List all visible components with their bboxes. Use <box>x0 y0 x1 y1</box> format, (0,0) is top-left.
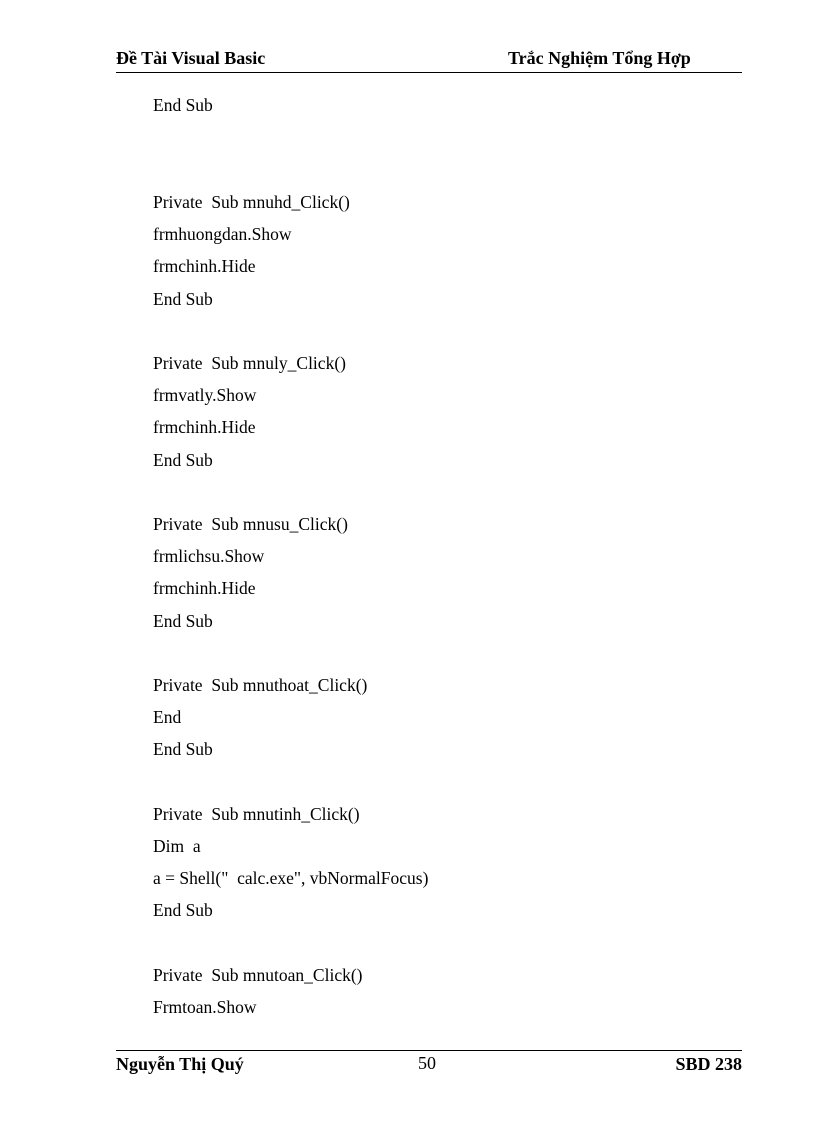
code-line: End Sub <box>153 289 213 309</box>
code-line: End Sub <box>153 900 213 920</box>
code-line: Private Sub mnutinh_Click() <box>153 804 360 824</box>
code-line: Frmtoan.Show <box>153 997 257 1017</box>
code-line: frmvatly.Show <box>153 385 257 405</box>
code-line: Private Sub mnusu_Click() <box>153 514 348 534</box>
code-line: End Sub <box>153 739 213 759</box>
footer-id: SBD 238 <box>675 1054 742 1074</box>
page-header <box>116 48 742 73</box>
code-line: frmchinh.Hide <box>153 256 256 276</box>
code-line: frmchinh.Hide <box>153 578 256 598</box>
code-line: Dim a <box>153 836 201 856</box>
code-line: frmchinh.Hide <box>153 417 256 437</box>
code-line: Private Sub mnuhd_Click() <box>153 192 350 212</box>
code-line: End Sub <box>153 450 213 470</box>
code-line: End Sub <box>153 611 213 631</box>
code-line: End Sub <box>153 95 213 115</box>
page-number: 50 <box>418 1053 436 1073</box>
code-line: Private Sub mnuthoat_Click() <box>153 675 368 695</box>
code-line: frmlichsu.Show <box>153 546 265 566</box>
code-line: Private Sub mnuly_Click() <box>153 353 346 373</box>
code-line: a = Shell(" calc.exe", vbNormalFocus) <box>153 868 429 888</box>
code-line: End <box>153 707 182 727</box>
footer-author: Nguyễn Thị Quý <box>116 1054 244 1074</box>
code-line: Private Sub mnutoan_Click() <box>153 965 363 985</box>
header-title-left: Đề Tài Visual Basic <box>116 48 266 68</box>
footer-divider <box>116 1050 742 1051</box>
code-line: frmhuongdan.Show <box>153 224 292 244</box>
header-title-right: Trắc Nghiệm Tổng Hợp <box>508 48 691 68</box>
